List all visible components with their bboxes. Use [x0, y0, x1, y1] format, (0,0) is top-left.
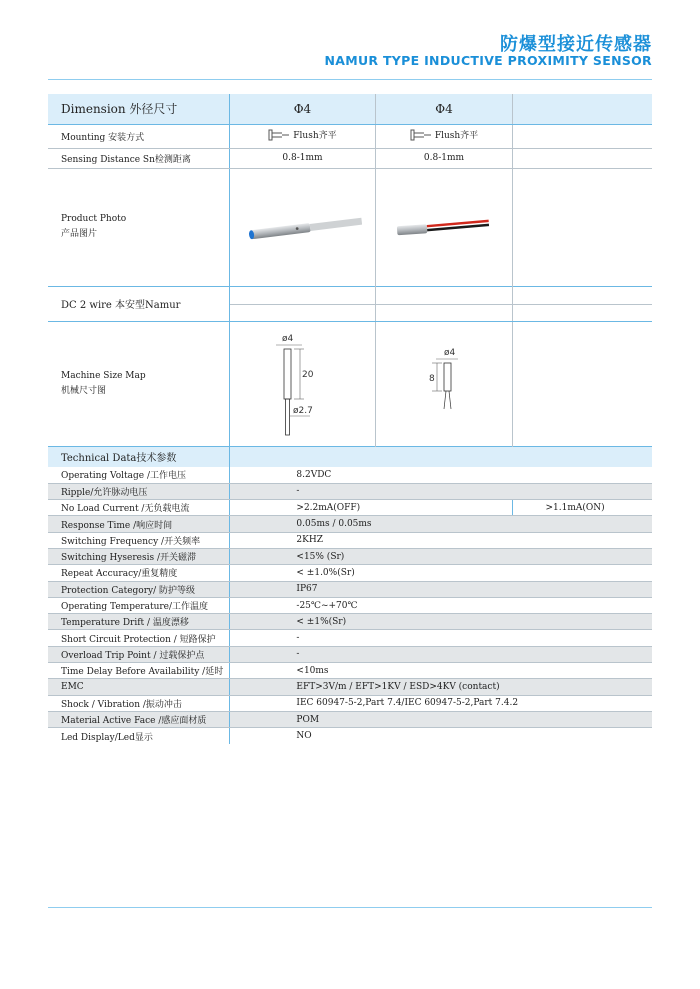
tech-value: <15% (Sr): [230, 548, 652, 564]
mounting-text-1: Flush齐平: [293, 131, 337, 142]
mounting-text-2: Flush齐平: [434, 131, 479, 142]
machine-label-cn: 机械尺寸图: [61, 385, 107, 396]
map1-length: 20: [302, 369, 314, 380]
map1-cable: ø2.7: [293, 405, 314, 416]
tech-value: >2.2mA(OFF): [230, 500, 513, 516]
tech-label: Switching Frequency /开关频率: [48, 532, 230, 548]
tech-value: -: [230, 630, 652, 646]
table-row: [48, 728, 652, 744]
tech-label: EMC: [48, 679, 230, 695]
table-row: [48, 679, 652, 695]
tech-label: Material Active Face /感应面材质: [48, 711, 230, 727]
tech-value: < ±1%(Sr): [230, 614, 652, 630]
product-photo-2: [375, 168, 513, 286]
map1-diameter: ø4: [282, 333, 294, 344]
table-row: [48, 695, 652, 711]
tech-label: Ripple/允许脉动电压: [48, 483, 230, 499]
table-row: [48, 614, 652, 630]
tech-value-secondary: >1.1mA(ON): [513, 500, 652, 516]
product-photo-1: [230, 168, 375, 286]
dimension-value-1: Φ4: [230, 94, 375, 124]
sensing-value-1: 0.8-1mm: [230, 148, 375, 168]
technical-header: Technical Data技术参数: [48, 446, 230, 467]
tech-label: Short Circuit Protection / 短路保护: [48, 630, 230, 646]
table-row: [48, 646, 652, 662]
tech-value: 2KHZ: [230, 532, 652, 548]
top-divider: [48, 79, 652, 80]
tech-label: Temperature Drift / 温度漂移: [48, 614, 230, 630]
tech-value: IP67: [230, 581, 652, 597]
dimension-row: [48, 94, 652, 124]
flush-mount-icon: [268, 129, 290, 141]
tech-label: Shock / Vibration /振动冲击: [48, 695, 230, 711]
tech-label: Protection Category/ 防护等级: [48, 581, 230, 597]
sensing-row: [48, 148, 652, 168]
machine-size-map-2: [375, 321, 513, 446]
table-row: [48, 467, 652, 483]
mounting-label: Mounting 安装方式: [48, 124, 230, 148]
technical-header-row: [48, 446, 652, 467]
tech-value: NO: [296, 731, 312, 742]
map2-length: 8: [429, 373, 435, 384]
tech-value: < ±1.0%(Sr): [230, 565, 652, 581]
machine-label-en: Machine Size Map: [61, 370, 146, 381]
mounting-value-2: [375, 124, 513, 148]
photo-label-cn: 产品图片: [61, 229, 98, 239]
page-title-cn: 防爆型接近传感器: [500, 34, 652, 55]
table-row: [48, 483, 652, 499]
photo-label: [48, 168, 230, 286]
map2-diameter: ø4: [444, 347, 456, 358]
machine-label: [48, 321, 230, 446]
mounting-value-1: [230, 124, 375, 148]
table-row: [48, 500, 652, 516]
dimension-value-3: [513, 94, 652, 124]
flush-mount-icon: [410, 129, 432, 141]
tech-value: IEC 60947-5-2,Part 7.4/IEC 60947-5-2,Part 7.4.2: [230, 695, 652, 711]
tech-value: -: [230, 646, 652, 662]
table-row: [48, 711, 652, 727]
sensing-label: Sensing Distance Sn检测距离: [48, 148, 230, 168]
dimension-label: Dimension 外径尺寸: [48, 94, 230, 124]
tech-value: <10ms: [230, 663, 652, 679]
table-row: [48, 581, 652, 597]
spec-table: [48, 94, 652, 744]
dc2wire-label: DC 2 wire 本安型Namur: [48, 286, 230, 321]
mounting-row: [48, 124, 652, 148]
tech-label: No Load Current /无负载电流: [48, 500, 230, 516]
table-row: [48, 597, 652, 613]
table-row: [48, 565, 652, 581]
tech-label: Operating Voltage /工作电压: [48, 467, 230, 483]
table-row: [48, 532, 652, 548]
tech-value: 0.05ms / 0.05ms: [230, 516, 652, 532]
table-row: [48, 548, 652, 564]
tech-label: Switching Hyseresis /开关磁滞: [48, 548, 230, 564]
dimension-value-2: Φ4: [375, 94, 513, 124]
dimension-drawing-2: [404, 329, 484, 439]
bottom-divider: [48, 907, 652, 908]
technical-rows: [48, 467, 652, 744]
photo-row: [48, 168, 652, 286]
dc2wire-row: [48, 286, 652, 304]
sensing-value-2: 0.8-1mm: [375, 148, 513, 168]
tech-value: -25℃~+70℃: [230, 597, 652, 613]
sensor-photo-cable: [242, 207, 362, 247]
tech-label: Overload Trip Point / 过载保护点: [48, 646, 230, 662]
page-title-en: NAMUR TYPE INDUCTIVE PROXIMITY SENSOR: [324, 53, 652, 68]
table-row: [48, 516, 652, 532]
tech-value: -: [230, 483, 652, 499]
tech-value: POM: [230, 711, 652, 727]
dimension-drawing-1: [262, 329, 342, 439]
sensor-photo-wires: [389, 212, 499, 242]
table-row: [48, 663, 652, 679]
photo-label-en: Product Photo: [61, 214, 127, 224]
tech-label: Led Display/Led显示: [48, 728, 230, 744]
tech-label: Time Delay Before Availability /延时: [48, 663, 230, 679]
tech-label: Response Time /响应时间: [48, 516, 230, 532]
table-row: [48, 630, 652, 646]
machine-size-map-1: [230, 321, 375, 446]
tech-value: EFT>3V/m / EFT>1KV / ESD>4KV (contact): [230, 679, 652, 695]
machine-row: [48, 321, 652, 446]
tech-label: Repeat Accuracy/重复精度: [48, 565, 230, 581]
tech-value: 8.2VDC: [230, 467, 652, 483]
tech-label: Operating Temperature/工作温度: [48, 597, 230, 613]
